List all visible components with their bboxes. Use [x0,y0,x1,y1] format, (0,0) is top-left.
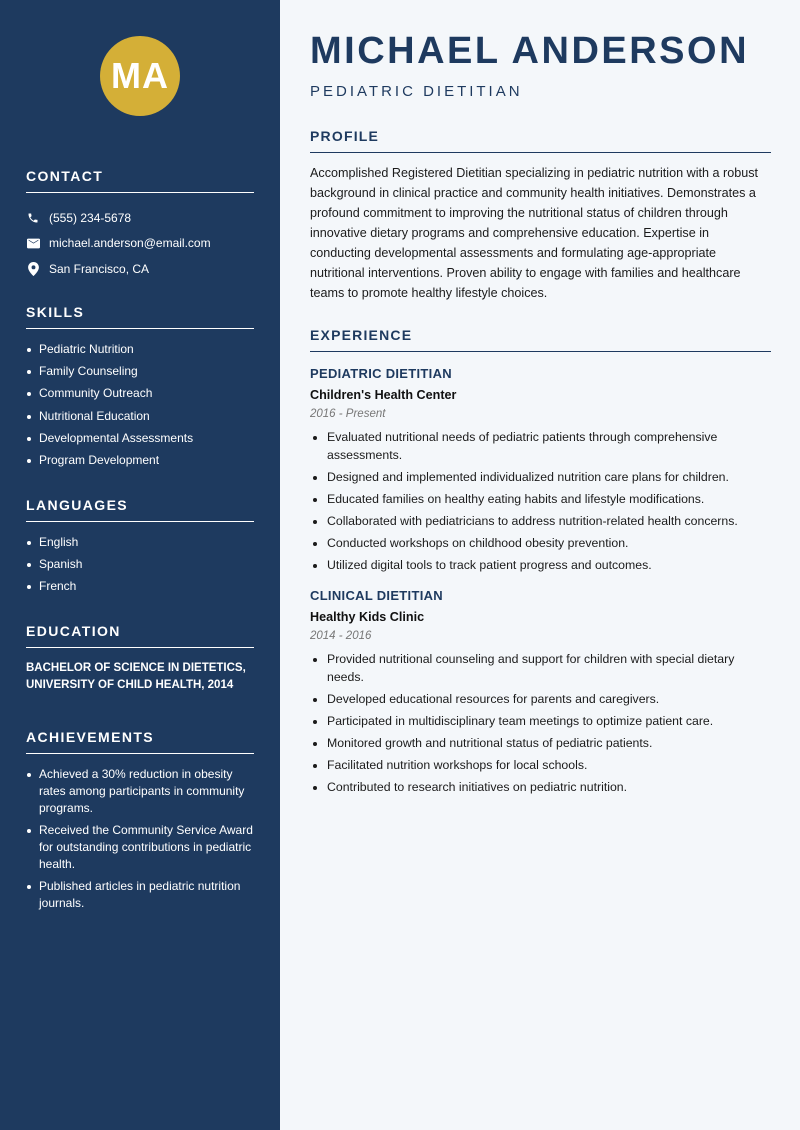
job-role: CLINICAL DIETITIAN [310,588,443,604]
achievements-heading: ACHIEVEMENTS [26,729,254,754]
education-heading: EDUCATION [26,623,254,648]
contact-phone-text: (555) 234-5678 [49,210,132,225]
list-item: Pediatric Nutrition [26,341,254,358]
list-item: Spanish [26,556,254,573]
list-item: Evaluated nutritional needs of pediatric patients through comprehensive assessments. [310,429,771,464]
mail-icon [26,236,40,250]
phone-icon [26,211,40,225]
job-company: Children's Health Center [310,388,457,402]
job-entry [310,588,771,796]
list-item: Received the Community Service Award for outstanding contributions in pediatric health. [26,822,254,873]
list-item: Published articles in pediatric nutrition journals. [26,878,254,912]
list-item: Facilitated nutrition workshops for local schools. [310,757,771,775]
list-item: French [26,578,254,595]
achievements-section [26,729,254,917]
candidate-name: MICHAEL ANDERSON [310,30,750,72]
list-item: Nutritional Education [26,408,254,425]
list-item: Achieved a 30% reduction in obesity rates among participants in community programs. [26,766,254,817]
job-bullets [310,429,771,574]
contact-email [26,231,254,257]
list-item: Contributed to research initiatives on pediatric nutrition. [310,779,771,797]
avatar-initials: MA [111,55,169,96]
list-item: Developmental Assessments [26,430,254,447]
list-item: Conducted workshops on childhood obesity prevention. [310,535,771,553]
list-item: Provided nutritional counseling and support for children with special dietary needs. [310,651,771,686]
list-item: Collaborated with pediatricians to address nutrition-related health concerns. [310,513,771,531]
contact-location-text: San Francisco, CA [49,261,150,276]
sidebar [0,0,280,1130]
experience-section [310,327,771,811]
job-dates: 2014 - 2016 [310,630,372,643]
job-entry [310,366,771,574]
list-item: Utilized digital tools to track patient progress and outcomes. [310,557,771,575]
list-item: Family Counseling [26,363,254,380]
profile-section [310,128,771,303]
avatar [100,36,180,116]
list-item: Participated in multidisciplinary team meetings to optimize patient care. [310,713,771,731]
contact-location [26,256,254,282]
list-item: Developed educational resources for parents and caregivers. [310,691,771,709]
list-item: Program Development [26,452,254,469]
languages-heading: LANGUAGES [26,497,254,522]
candidate-title: PEDIATRIC DIETITIAN [310,83,523,100]
contact-section [26,168,254,282]
achievements-list [26,766,254,912]
list-item: English [26,534,254,551]
list-item: Community Outreach [26,385,254,402]
list-item: Designed and implemented individualized nutrition care plans for children. [310,469,771,487]
list-item: Monitored growth and nutritional status of pediatric patients. [310,735,771,753]
skills-list [26,341,254,469]
education-section [26,623,254,694]
education-degree: BACHELOR OF SCIENCE IN DIETETICS, UNIVERSITY OF CHILD HEALTH, 2014 [26,662,246,691]
list-item: Educated families on healthy eating habits and lifestyle modifications. [310,491,771,509]
profile-heading: PROFILE [310,128,771,153]
languages-section [26,497,254,601]
job-bullets [310,651,771,796]
skills-heading: SKILLS [26,304,254,329]
job-dates: 2016 - Present [310,408,386,420]
skills-section [26,304,254,474]
job-company: Healthy Kids Clinic [310,610,425,625]
experience-heading: EXPERIENCE [310,327,771,352]
profile-text: Accomplished Registered Dietitian specializing in pediatric nutrition with a robust background in clinical practice and community health initiatives. Demonstrates a profound commitment to improving the nutritional status of children through innovative dietary programs and comprehensive education. Expertise in conducting developmental assessments and formulating age-appropriate nutritional interventions. Proven ability to engage with families and healthcare teams to promote healthy lifestyle choices. [310,166,759,300]
job-role: PEDIATRIC DIETITIAN [310,366,452,381]
location-pin-icon [26,262,40,276]
contact-phone [26,205,254,231]
contact-email-text[interactable]: michael.anderson@email.com [49,236,211,251]
contact-heading: CONTACT [26,168,254,193]
languages-list [26,534,254,595]
